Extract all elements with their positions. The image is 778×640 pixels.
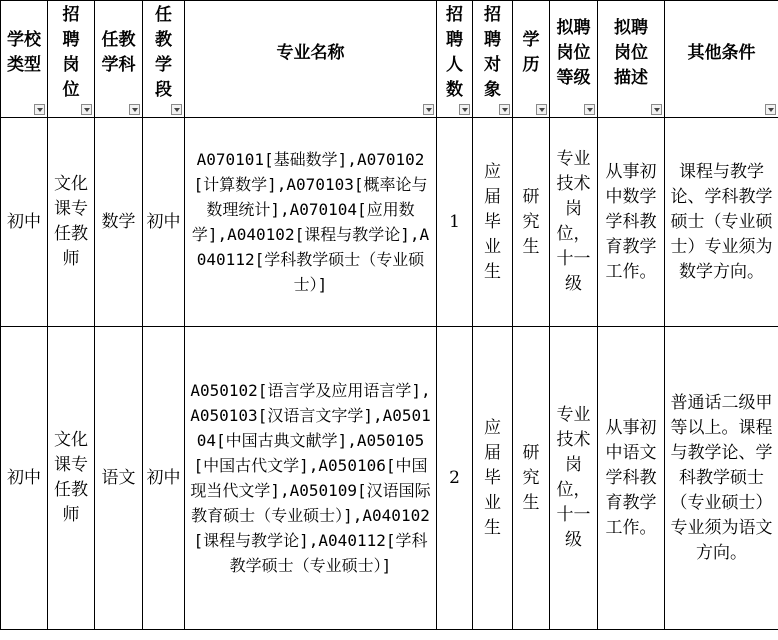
cell-description: 从事初中语文学科教育教学工作。 [598,327,665,630]
cell-school-type: 初中 [1,118,48,327]
header-subject: 任教 学科 [95,1,143,118]
cell-education: 研究生 [513,327,550,630]
cell-target: 应届毕业生 [473,118,513,327]
cell-stage: 初中 [143,118,185,327]
header-target: 招 聘 对 象 [473,1,513,118]
cell-subject: 数学 [95,118,143,327]
cell-count: 2 [437,327,473,630]
cell-stage: 初中 [143,327,185,630]
filter-dropdown-icon[interactable] [423,104,434,115]
header-major: 专业名称 [185,1,437,118]
filter-dropdown-icon[interactable] [459,104,470,115]
filter-dropdown-icon[interactable] [536,104,547,115]
cell-count: 1 [437,118,473,327]
header-row [1,1,778,118]
header-description: 拟聘 岗位 描述 [598,1,665,118]
cell-subject: 语文 [95,327,143,630]
cell-education: 研究生 [513,118,550,327]
header-school-type: 学校 类型 [1,1,48,118]
filter-dropdown-icon[interactable] [499,104,510,115]
filter-dropdown-icon[interactable] [81,104,92,115]
filter-dropdown-icon[interactable] [34,104,45,115]
table-row [1,327,778,630]
cell-level: 专业技术岗位，十一级 [550,118,598,327]
cell-post: 文化课专任教师 [48,327,95,630]
cell-major: A070101[基础数学],A070102[计算数学],A070103[概率论与数理统计],A070104[应用数学],A040102[课程与教学论],A040112[学科教学硕士（专业硕士）] [185,118,437,327]
cell-target: 应届毕业生 [473,327,513,630]
filter-dropdown-icon[interactable] [171,104,182,115]
cell-other-conditions: 普通话二级甲等以上。课程与教学论、学科教学硕士（专业硕士）专业须为语文方向。 [665,327,778,630]
header-count: 招 聘 人 数 [437,1,473,118]
filter-dropdown-icon[interactable] [584,104,595,115]
header-education: 学 历 [513,1,550,118]
header-post: 招 聘 岗 位 [48,1,95,118]
cell-school-type: 初中 [1,327,48,630]
filter-dropdown-icon[interactable] [129,104,140,115]
cell-major: A050102[语言学及应用语言学],A050103[汉语言文字学],A050104[中国古典文献学],A050105[中国古代文学],A050106[中国现当代文学],A050109[汉语国际教育硕士（专业硕士）],A040102[课程与教学论],A040112[学科教学硕士（专业硕士）] [185,327,437,630]
cell-post: 文化课专任教师 [48,118,95,327]
cell-other-conditions: 课程与教学论、学科教学硕士（专业硕士）专业须为数学方向。 [665,118,778,327]
cell-description: 从事初中数学学科教育教学工作。 [598,118,665,327]
header-other-conditions: 其他条件 [665,1,778,118]
table-row [1,118,778,327]
filter-dropdown-icon[interactable] [651,104,662,115]
header-stage: 任 教 学 段 [143,1,185,118]
cell-level: 专业技术岗位，十一级 [550,327,598,630]
filter-dropdown-icon[interactable] [765,104,776,115]
header-level: 拟聘 岗位 等级 [550,1,598,118]
